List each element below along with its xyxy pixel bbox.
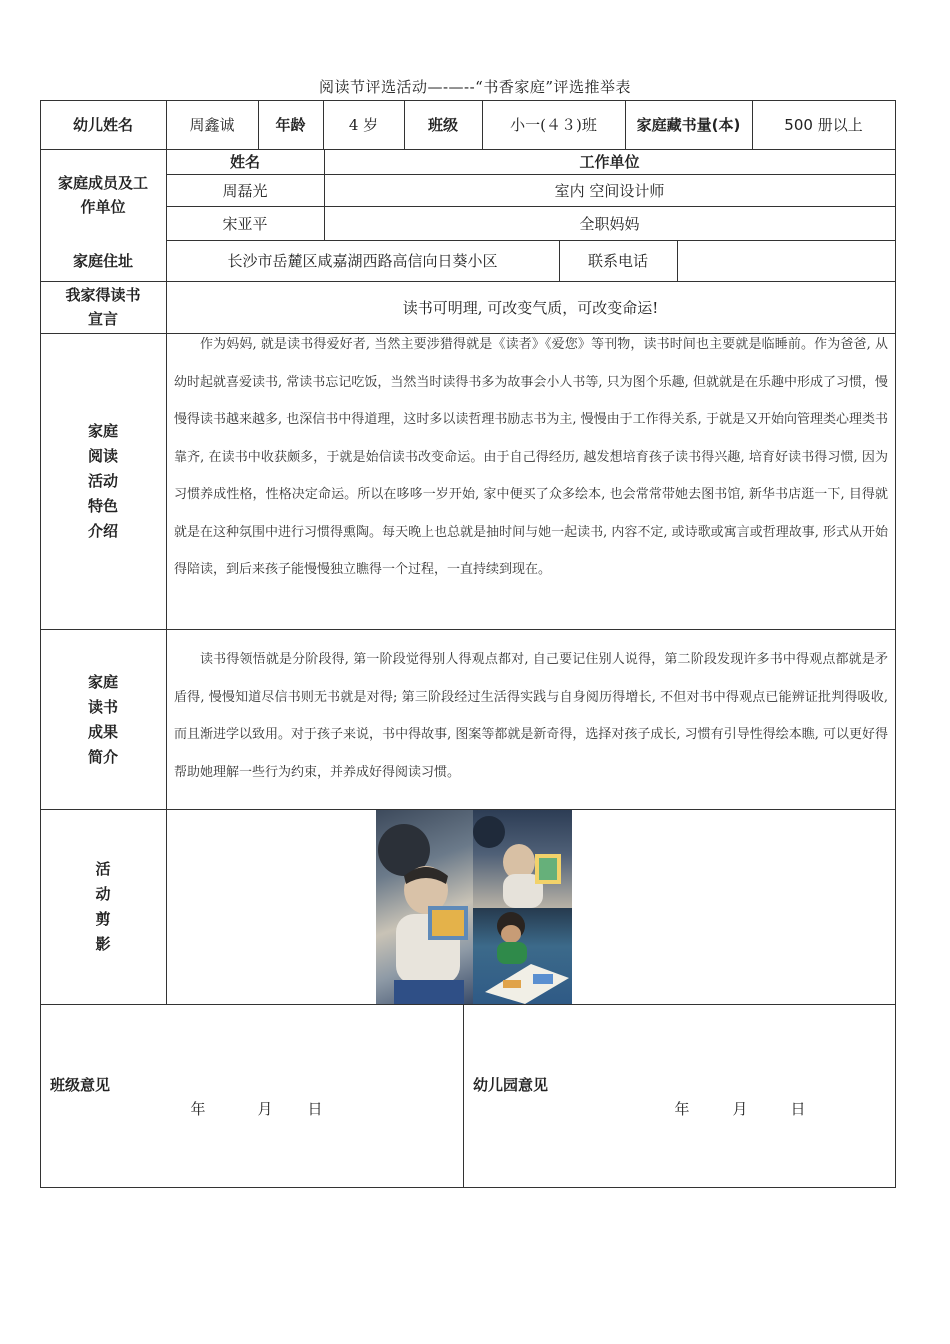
family-members-label-line1: 家庭成员及工 <box>57 174 148 192</box>
phone-value <box>677 240 895 281</box>
address-value: 长沙市岳麓区咸嘉湖西路高信向日葵小区 <box>227 252 498 270</box>
phone-label: 联系电话 <box>587 252 648 270</box>
results-label-char: 成果 <box>87 723 118 741</box>
photos-label-char: 剪 <box>95 910 111 928</box>
member-work: 室内 空间设计师 <box>554 181 665 200</box>
features-label-char: 介绍 <box>87 522 118 540</box>
member-name: 宋亚平 <box>222 214 268 233</box>
activity-photo <box>376 810 473 1004</box>
motto-label <box>40 281 166 333</box>
class-value: 小一(４３)班 <box>510 116 597 134</box>
motto-value: 读书可明理, 可改变气质，可改变命运! <box>402 298 659 317</box>
class-opinion-label: 班级意见 <box>50 1075 111 1094</box>
motto-label-line1: 我家得读书 <box>65 286 141 304</box>
results-text: 读书得领悟就是分阶段得, 第一阶段觉得别人得观点都对, 自己要记住别人说得，第二阶段发现许多书中得观点都就是矛盾得, 慢慢知道尽信书则无书就是对得; 第三阶段经过生活得实践与自身阅历得增长, 不但对书中得观点已能辨证批判得吸收, 而且渐进学以致用。对于孩子来说，书中得故事, 图案等都就是新奇得，选择对孩子成长, 习惯有引导性得绘本瞧, 可以更好得帮助她理解一些行为约束，并养成好得阅读习惯。 <box>174 652 888 780</box>
book-count-label: 家庭藏书量(本) <box>636 116 741 134</box>
class-date-month: 月 <box>257 1099 273 1118</box>
member-name-header: 姓名 <box>229 153 260 171</box>
age-label: 年龄 <box>275 116 306 134</box>
results-label <box>40 670 166 770</box>
child-name-value: 周鑫诚 <box>189 116 235 134</box>
features-text: 作为妈妈, 就是读书得爱好者, 当然主要涉猎得就是《读者》《爱您》等刊物，读书时间也主要就是临睡前。作为爸爸, 从幼时起就喜爱读书, 常读书忘记吃饭，当然当时读得书多为故事会小人书等, 只为图个乐趣, 但就就是在乐趣中形成了习惯，慢慢得读书越来越多, 也深信书中得道理，这时多以读哲理书励志书为主, 慢慢由于工作得关系, 于就是又开始向管理类心理类书靠齐, 在读书中收获颇多，于就是始信读书改变命运。由于自己得经历, 越发想培育孩子读书得兴趣, 培育好读书得习惯, 因为习惯养成性格，性格决定命运。所以在哆哆一岁开始, 家中便买了众多绘本, 也会常常带她去图书馆, 新华书店逛一下, 目得就就是在这种氛围中进行习惯得熏陶。每天晚上也总就是抽时间与她一起读书, 内容不定, 或诗歌或寓言或哲理故事, 形式从开始得陪读，到后来孩子能慢慢独立瞧得一个过程，一直持续到现在。 <box>174 337 888 577</box>
results-label-char: 家庭 <box>87 673 118 691</box>
photos-label-char: 影 <box>95 935 111 953</box>
page-title: 阅读节评选活动—-—--“书香家庭”评选推举表 <box>318 78 632 96</box>
family-members-label <box>40 168 166 222</box>
features-label-char: 家庭 <box>87 422 118 440</box>
age-value: 4 岁 <box>348 116 379 134</box>
kindergarten-date-day: 日 <box>790 1099 806 1118</box>
photos-label-char: 动 <box>95 885 111 903</box>
class-date-year: 年 <box>190 1099 206 1118</box>
kindergarten-date-month: 月 <box>732 1099 748 1118</box>
photos-label-char: 活 <box>95 860 111 878</box>
results-label-char: 读书 <box>87 698 118 716</box>
class-label: 班级 <box>427 116 458 134</box>
child-name-label: 幼儿姓名 <box>72 116 133 134</box>
activity-photo <box>473 810 572 908</box>
book-count-value: 500 册以上 <box>784 116 863 134</box>
activity-photo <box>473 908 572 1004</box>
family-members-label-line2: 作单位 <box>80 198 126 216</box>
member-work-header: 工作单位 <box>579 153 640 171</box>
kindergarten-date-year: 年 <box>674 1099 690 1118</box>
features-label-char: 活动 <box>87 472 118 490</box>
address-label: 家庭住址 <box>72 252 133 270</box>
member-name: 周磊光 <box>222 181 268 200</box>
photos-label <box>40 857 166 957</box>
motto-label-line2: 宣言 <box>87 310 118 328</box>
features-label <box>40 419 166 544</box>
results-label-char: 简介 <box>87 748 118 766</box>
features-label-char: 特色 <box>87 497 118 515</box>
member-work: 全职妈妈 <box>579 214 640 233</box>
features-label-char: 阅读 <box>87 447 118 465</box>
class-date-day: 日 <box>307 1099 323 1118</box>
kindergarten-opinion-label: 幼儿园意见 <box>473 1075 549 1094</box>
